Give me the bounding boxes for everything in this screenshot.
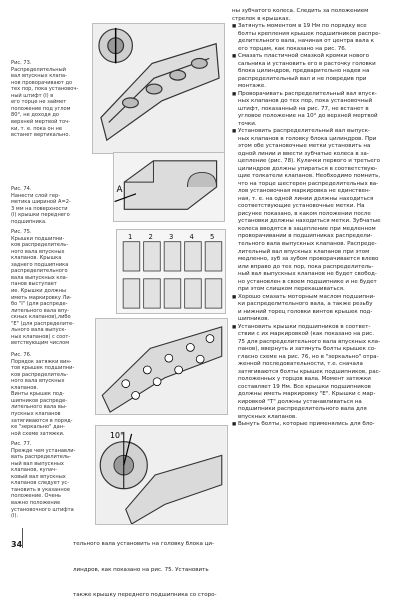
text-line: тельного вала выпускных клапанов. Распреде- <box>238 240 377 247</box>
caption-line: заднего подшипника <box>11 261 69 268</box>
caption-line: клапанов следует ус- <box>11 480 70 487</box>
caption-line: ный штифт (I) в <box>11 92 54 99</box>
bullet-item <box>232 128 392 293</box>
text-line: соответствующие установочные метки. На <box>238 203 365 210</box>
text-line: распределительный вал и не повредив при <box>238 75 367 82</box>
caption-line: "Е" (для распределите- <box>11 320 74 327</box>
text-line: ная, т. е. на одной линии должны находиться <box>238 195 374 202</box>
text-line: цепление (рис. 78). Кулачки первого и третьего <box>238 158 381 165</box>
figure-75-mark-3: 3 <box>169 232 174 241</box>
text-line: подшипники распределительного вала для <box>238 406 367 413</box>
caption-line: нов проворачивают до <box>11 79 73 86</box>
caption-line: важно положение <box>11 500 61 507</box>
text-line: угловое положение на 10° до верхней мертвой <box>238 113 378 120</box>
caption-line: метика шириной А=2- <box>11 199 71 206</box>
text-line: составляет 19 Нм. Все крышки подшипников <box>238 383 371 390</box>
text-line: затягиваются болты крышек подшипников, рас- <box>238 368 381 375</box>
text-line: щие толкатели клапанов. Необходимо помнить, <box>238 173 381 180</box>
text-line: ны зубчатого колеса. Следить за положением <box>232 8 369 14</box>
figure-77-angle-label: 10° <box>110 430 124 440</box>
caption-line: клапанов, кулач- <box>11 467 57 474</box>
caption-line: Нанести слой гер- <box>11 192 61 199</box>
caption-line: верхней мертвой точ- <box>11 119 70 126</box>
caption-line: Рис. 75. <box>11 229 32 236</box>
text-line: должны иметь маркировку "Е". Крышки с мар- <box>238 391 376 398</box>
caption-line: иметь маркировку Ли- <box>11 294 72 301</box>
text-line: этом обе установочные метки установить на <box>238 143 371 150</box>
text-line: лительный вал впускных клапанов при этом <box>238 248 370 255</box>
caption-line: клапанов. <box>11 384 38 391</box>
text-line: при этом слишком перекашиваться. <box>238 286 345 293</box>
caption-line: ие. Крышки должны <box>11 288 67 295</box>
bullet-item <box>232 23 392 53</box>
caption-line: (I) крышки переднего <box>11 212 70 219</box>
figure-75-bearing-cap-markings <box>116 229 226 314</box>
text-line: стрелок в крышках. <box>232 15 291 22</box>
caption-line: бо "I" (для распреде- <box>11 301 68 308</box>
caption-line: клапанов. Крышка <box>11 255 62 262</box>
right-column-text <box>232 8 392 429</box>
text-line: ных клапанов в головку блока цилиндров. При <box>238 135 377 142</box>
caption-line: тановить в указанное <box>11 486 71 493</box>
figure-77-pin-position <box>95 425 228 525</box>
caption-line: (I). <box>11 513 19 520</box>
caption-line: лительного вала вы- <box>11 404 67 411</box>
bullet-item <box>232 294 392 324</box>
caption-line: встанет вертикально. <box>11 132 71 139</box>
caption-line: ковый вал впускных <box>11 473 66 480</box>
caption-line: ки, т. е. пока он не <box>11 125 62 132</box>
caption-line: Рис. 76. <box>11 352 32 359</box>
text-line: его торцам, как показано на рис. 76. <box>238 45 347 52</box>
caption-line: льного вала выпуск- <box>11 327 67 334</box>
caption-line: положение. Очень <box>11 493 62 500</box>
caption-line: Прежде чем устанавли- <box>11 447 76 454</box>
text-line: шипников. <box>238 316 270 323</box>
text-line: ■ Затянуть моментом в 19 Нм по порядку все <box>238 23 367 30</box>
text-line: цилиндров должны упираться в соответствую- <box>238 165 378 172</box>
text-line: лов установочная маркировка не единствен- <box>238 188 371 195</box>
text-line: линдров, как показано на рис. 75. Установить <box>73 566 209 573</box>
text-line: впускных клапанов. <box>238 413 298 420</box>
margin-rule <box>22 528 23 548</box>
caption-line: Рис. 74. <box>11 186 32 193</box>
figure-74-bearing-cap <box>113 152 225 222</box>
caption-line: распределительного <box>11 268 68 275</box>
figure-75-mark-2: 2 <box>148 232 153 241</box>
caption-line: 80°, не доходя до <box>11 112 59 119</box>
caption-line: подшипника. <box>11 218 47 225</box>
caption-line: шипников распреде- <box>11 397 68 404</box>
caption-line: ный вал выпускных <box>11 460 64 467</box>
caption-line: лительного вала впу- <box>11 307 70 314</box>
figure-75-mark-5: 5 <box>210 232 215 241</box>
caption-line: Крышки подшипни- <box>11 235 65 242</box>
caption-line: положение под углом <box>11 105 71 112</box>
text-line: ный вал выпускных клапанов не будет свобод- <box>238 271 377 278</box>
caption-line: ке "зеркально" дан- <box>11 424 65 431</box>
text-line: ■ Смазать пластичной смазкой кромки нового <box>238 53 370 60</box>
text-line: ■ Установить распределительный вал выпуск- <box>238 128 370 135</box>
caption-fig77 <box>11 428 75 526</box>
text-line: панов), ввернуть и затянуть болты крышек со- <box>238 346 377 353</box>
figure-76-bolt-tightening-order <box>95 318 228 415</box>
caption-line: Рис. 73. <box>11 60 32 67</box>
figure-75-mark-1: 1 <box>128 232 133 241</box>
caption-line: ных клапанов) с соот- <box>11 333 71 340</box>
text-line: ных клапанов до тех пор, пока установочный <box>238 98 373 105</box>
caption-line: скных клапанов),либо <box>11 314 71 321</box>
bullet-item <box>232 91 392 129</box>
caption-line: ного вала впускных <box>11 248 65 255</box>
caption-line: Винты крышек под- <box>11 391 65 398</box>
caption-line: Порядок затяжки вин- <box>11 358 72 365</box>
caption-line: ной схеме затяжки. <box>11 430 65 437</box>
text-line: ■ Установить крышки подшипников в соответ- <box>238 323 371 330</box>
text-line: установки должны находиться метки. Зубчатые <box>238 218 381 225</box>
caption-line: вать распределитель- <box>11 454 71 461</box>
text-line: гласно схеме на рис. 76, но в "зеркально" отра- <box>238 353 379 360</box>
text-line: проворачивании в подшипниках распредели- <box>238 233 373 240</box>
text-line: 75 для распределительного вала впускных кла- <box>238 338 381 345</box>
text-line: одной линии и ввести зубчатые колеса в за- <box>238 150 369 157</box>
text-line: ствии с их маркировкой (как показано на рис. <box>238 331 374 338</box>
text-line: колеса вводятся в зацепление при медленном <box>238 225 376 232</box>
bullet-item <box>232 53 392 91</box>
caption-line: Рис. 77. <box>11 441 32 448</box>
text-line: ки распределительного вала, а также резьбу <box>238 301 373 308</box>
text-line: медленно, зуб за зубом проворачивается влево <box>238 256 379 263</box>
text-line: блока цилиндров, предварительно надев на <box>238 68 370 75</box>
caption-line: ного вала впускных <box>11 378 65 385</box>
text-line: положенных у торцов вала. Момент затяжки <box>238 376 371 383</box>
caption-line: ветствующим числом <box>11 340 70 347</box>
text-line: и нижний торец головки винтов крышек под- <box>238 308 373 315</box>
caption-line: панов выступает <box>11 281 57 288</box>
bullet-item <box>232 421 392 429</box>
text-line: рисунке показано, в каком положении после <box>238 210 371 217</box>
text-line: или вправо до тех пор, пока распределитель- <box>238 263 374 270</box>
caption-line: установочного штифта <box>11 506 74 513</box>
text-line: тельного вала установить на головку блока ци- <box>73 541 215 547</box>
caption-line: ков распределитель- <box>11 371 69 378</box>
caption-line: Распределительный <box>11 66 66 73</box>
text-line: кировкой "Т" должны устанавливаться на <box>238 398 362 405</box>
text-line: точки. <box>238 120 257 127</box>
text-line: что на торце шестерен распределительных ва- <box>238 180 379 187</box>
text-line: также крышку переднего подшипника со сторо- <box>73 592 217 598</box>
text-line: сальника и установить его в расточку головки <box>238 60 376 67</box>
text-line: ■ Вынуть болты, которые применялись для бло- <box>238 421 375 428</box>
caption-line: пускных клапанов <box>11 411 61 418</box>
bullet-item <box>232 324 392 422</box>
intro-paragraph <box>232 8 392 23</box>
text-line: но установлен в своем подшипнике и не будет <box>238 278 377 285</box>
caption-fig75 <box>11 216 74 353</box>
figure-75-mark-4: 4 <box>189 232 194 241</box>
caption-fig73 <box>11 47 78 145</box>
figure-74-label-a: A <box>116 184 123 195</box>
text-line: ■ Хорошо смазать моторным маслом подшипни- <box>238 293 376 300</box>
text-line: делительного вала, начиная от центра вала к <box>238 38 374 45</box>
body-text-bottom <box>73 523 229 608</box>
caption-line: затягиваются в поряд- <box>11 417 73 424</box>
text-line: штифт, показанный на рис. 77, не встанет в <box>238 105 369 112</box>
page-number: 34 <box>11 540 23 549</box>
caption-line: 3 мм на поверхности <box>11 205 68 212</box>
text-line: монтаже. <box>238 83 267 90</box>
caption-line: вал впускных клапа- <box>11 73 67 80</box>
caption-line: ков распределитель- <box>11 242 69 249</box>
text-line: ■ Проворачивать распределительный вал впуск- <box>238 90 377 97</box>
caption-line: его торце не займет <box>11 99 67 106</box>
text-line: болты крепления крышек подшипников распре- <box>238 30 381 37</box>
caption-line: тех пор, пока установоч- <box>11 86 79 93</box>
text-line: женной последовательности, т.е. сначала <box>238 361 363 368</box>
caption-line: вала выпускных кла- <box>11 274 68 281</box>
caption-line: тов крышек подшипни- <box>11 365 75 372</box>
figure-73-cylinder-head-intake-cam <box>92 23 225 154</box>
